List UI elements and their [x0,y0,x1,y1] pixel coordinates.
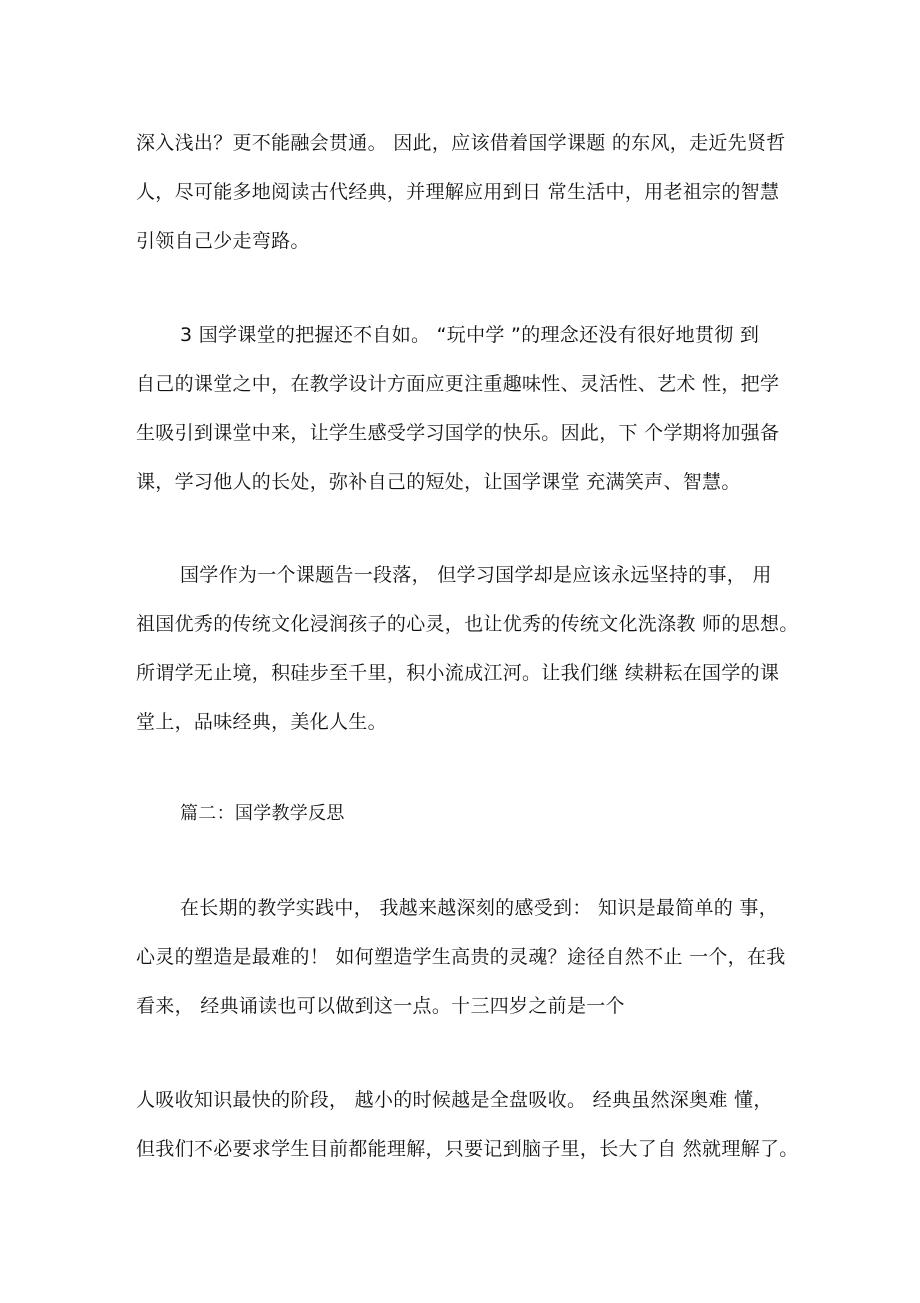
text-line-2: 人，尽可能多地阅读古代经典，并理解应用到日 常生活中，用老祖宗的智慧 [136,181,780,203]
text-line-7: 课，学习他人的长处，弥补自己的短处，让国学课堂 充满笑声、智慧。 [136,471,741,493]
text-line-4: 3 国学课堂的把握还不自如。 “玩中学 ”的理念还没有很好地贯彻 到 [180,324,760,346]
text-line-6: 生吸引到课堂中来，让学生感受学习国学的快乐。因此，下 个学期将加强备 [136,422,780,444]
text-line-1: 深入浅出？更不能融会贯通。 因此，应该借着国学课题 的东风，走近先贤哲 [136,132,786,154]
text-line-13: 心灵的塑造是最难的！ 如何塑造学生高贵的灵魂？途径自然不止 一个，在我 [136,946,786,968]
text-line-5: 自己的课堂之中，在教学设计方面应更注重趣味性、灵活性、艺术 性，把学 [136,373,780,395]
text-line-11: 堂上，品味经典，美化人生。 [136,711,387,733]
text-line-12: 在长期的教学实践中， 我越来越深刻的感受到： 知识是最简单的 事， [180,897,779,919]
text-line-8: 国学作为一个课题告一段落， 但学习国学却是应该永远坚持的事， 用 [180,564,772,586]
text-line-15: 人吸收知识最快的阶段， 越小的时候越是全盘吸收。 经典虽然深奥难 懂， [136,1089,773,1111]
text-line-9: 祖国优秀的传统文化浸润孩子的心灵，也让优秀的传统文化洗涤教 师的思想。 [136,613,799,635]
text-line-3: 引领自己少走弯路。 [136,230,310,252]
text-line-10: 所谓学无止境，积硅步至千里，积小流成江河。让我们继 续耕耘在国学的课 [136,662,780,684]
section-heading: 篇二：国学教学反思 [180,803,345,824]
text-line-14: 看来， 经典诵读也可以做到这一点。十三四岁之前是一个 [136,995,625,1017]
text-line-16: 但我们不必要求学生目前都能理解，只要记到脑子里，长大了自 然就理解了。 [136,1138,799,1160]
